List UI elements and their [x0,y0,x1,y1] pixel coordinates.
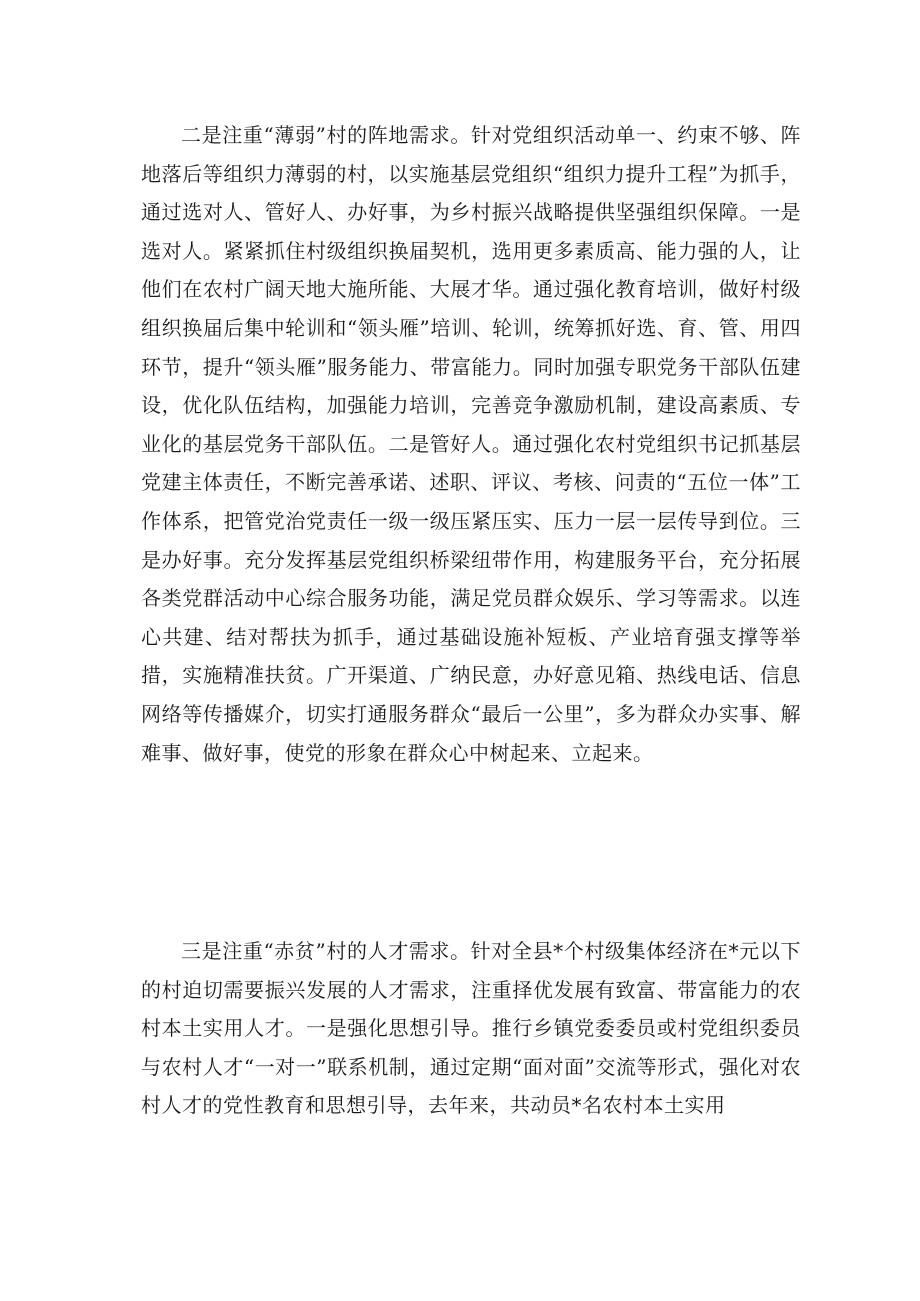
paragraph-talent-needs: 三是注重“赤贫”村的人才需求。针对全县*个村级集体经济在*元以下的村迫切需要振兴发展的人才需求，注重择优发展有致富、带富能力的农村本土实用人才。一是强化思想引导。推行乡镇党委委员或村党组织委员与农村人才“一对一”联系机制，通过定期“面对面”交流等形式，强化对农村人才的党性教育和思想引导，去年来，共动员*名农村本土实用 [141,939,801,1118]
paragraph-strengthen-weak-villages: 二是注重“薄弱”村的阵地需求。针对党组织活动单一、约束不够、阵地落后等组织力薄弱的村，以实施基层党组织“组织力提升工程”为抓手，通过选对人、管好人、办好事，为乡村振兴战略提供坚强组织保障。一是选对人。紧紧抓住村级组织换届契机，选用更多素质高、能力强的人，让他们在农村广阔天地大施所能、大展才华。通过强化教育培训，做好村级组织换届后集中轮训和“领头雁”培训、轮训，统筹抓好选、育、管、用四环节，提升“领头雁”服务能力、带富能力。同时加强专职党务干部队伍建设，优化队伍结构，加强能力培训，完善竞争激励机制，建设高素质、专业化的基层党务干部队伍。二是管好人。通过强化农村党组织书记抓基层党建主体责任，不断完善承诺、述职、评议、考核、问责的“五位一体”工作体系，把管党治党责任一级一级压紧压实、压力一层一层传导到位。三是办好事。充分发挥基层党组织桥梁纽带作用，构建服务平台，充分拓展各类党群活动中心综合服务功能，满足党员群众娱乐、学习等需求。以连心共建、结对帮扶为抓手，通过基础设施补短板、产业培育强支撑等举措，实施精准扶贫。广开渠道、广纳民意，办好意见箱、热线电话、信息网络等传播媒介，切实打通服务群众“最后一公里”，多为群众办实事、解难事、做好事，使党的形象在群众心中树起来、立起来。 [141,123,801,765]
